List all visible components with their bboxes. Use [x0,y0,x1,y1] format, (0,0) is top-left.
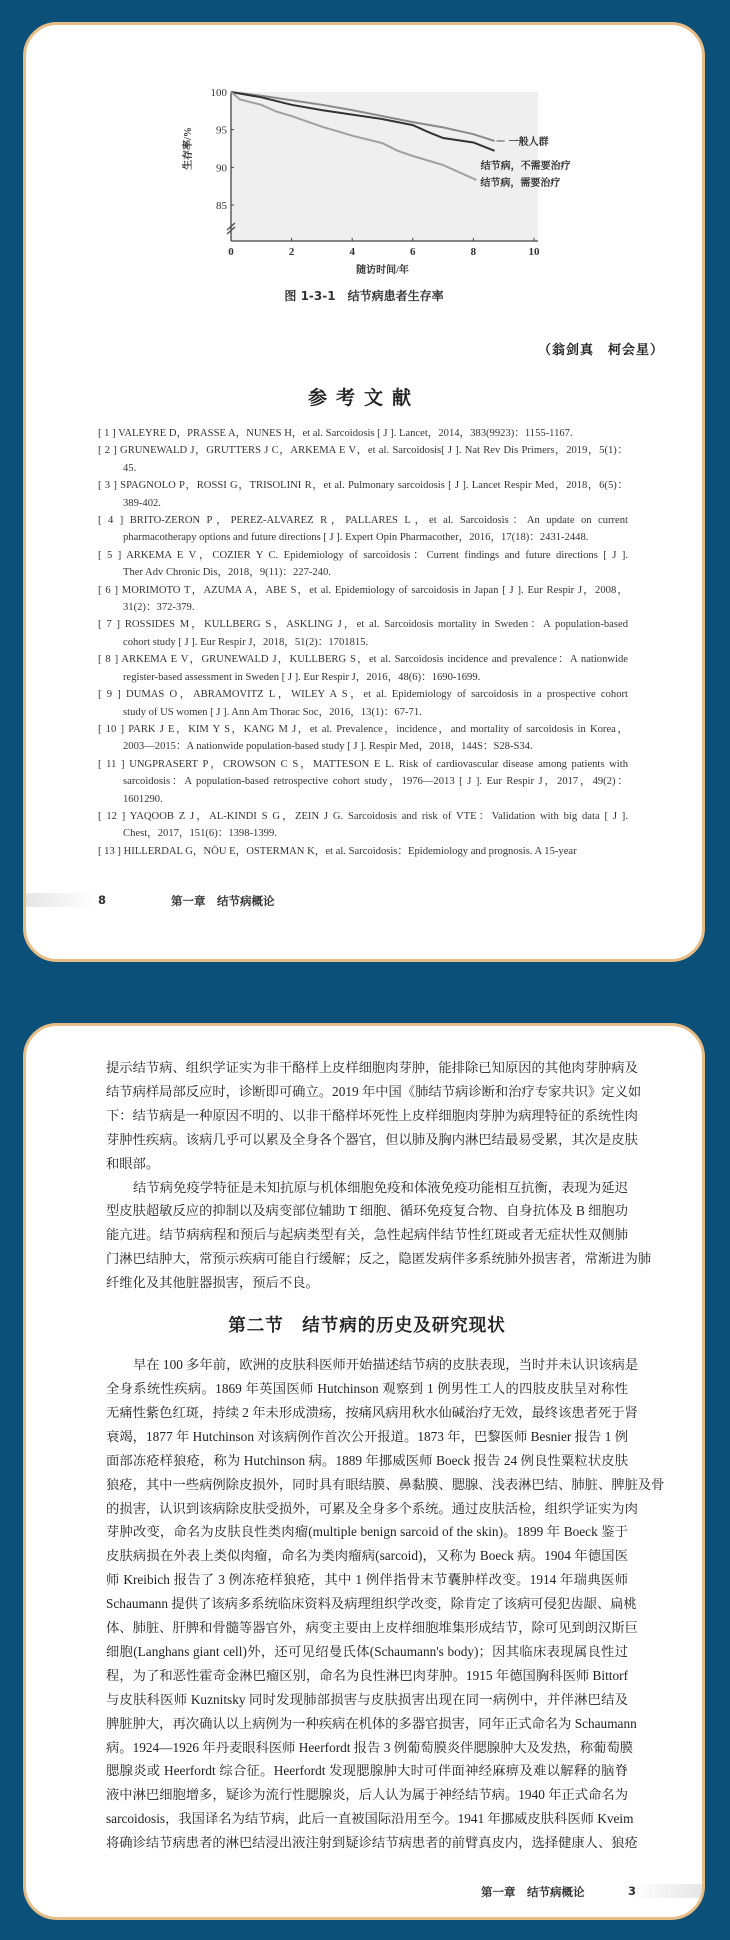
text-line: 芽肿性疾病。该病几乎可以累及全身各个器官，但以肺及胸内淋巴结最易受累，其次是皮肤 [106,1131,638,1147]
reference-line: Ther Adv Chronic Dis，2018，9(11)：227-240. [123,567,331,579]
text-line: 程，为了和恶性霍奇金淋巴瘤区别，命名为良性淋巴肉芽肿。1915 年德国胸科医师 Bittorf [106,1667,628,1683]
y-tick-label: 100 [210,87,227,99]
reference-line: 45. [123,462,137,474]
authors: （翁剑真 柯会星） [537,342,664,357]
page-body [106,1056,665,1855]
reference-line: [ 13 ] HILLERDAL G，NÖU E，OSTERMAN K，et al. Sarcoidosis：Epidemiology and prognosis. A 15-year [98,845,577,857]
reference-line: [ 11 ] UNGPRASERT P，CROWSON C S，MATTESON E L. Risk of cardiovascular disease among patients with [98,758,628,770]
paragraph [106,1176,652,1296]
x-tick-label: 6 [410,246,416,258]
text-line: 门淋巴结肿大，常预示疾病可能自行缓解；反之，隐匿发病伴多系统肺外损害者，常渐进为肺 [106,1251,652,1267]
text-line: 型皮肤超敏反应的抑制以及病变部位辅助 T 细胞、循环免疫复合物、自身抗体及 B 细胞功 [106,1203,629,1219]
reference-line: 389-402. [123,497,161,509]
y-axis-label: 生存率/% [183,127,194,170]
text-line: 体、肺脏、肝脾和骨髓等器官外，病变主要由上皮样细胞堆集形成结节，除可见到朗汉斯巨 [106,1620,638,1636]
reference-item [98,721,628,756]
y-tick-label: 90 [216,162,227,175]
paragraph [106,1353,665,1855]
survival-rate-chart [146,85,586,285]
text-line: sarcoidosis，我国译名为结节病，此后一直被国际沿用至今。1941 年挪威皮肤科医师 Kveim [106,1811,634,1827]
series-label: 一般人群 [508,136,549,148]
book-page-8 [23,22,705,962]
text-line: 早在 100 多年前，欧洲的皮肤科医师开始描述结节病的皮肤表现，当时并未认识该病是 [133,1357,639,1373]
text-line: 提示结节病、组织学证实为非干酪样上皮样细胞肉芽肿，能排除已知原因的其他肉芽肿病及 [106,1060,638,1075]
text-line: 狼疮，其中一些病例除皮损外，同时具有眼结膜、鼻黏膜、腮腺、浅表淋巴结、肺脏、脾脏及骨 [106,1476,665,1492]
reference-line: [ 7 ] ROSSIDES M，KULLBERG S，ASKLING J，et al. Sarcoidosis mortality in Sweden：A population-based [98,619,628,631]
reference-line: 2003—2015：A nationwide population-based study [ J ]. Respir Med，2018，144S：S28-S34. [123,741,533,753]
text-line: 脾脏肿大，再次确认以上病例为一种疾病在机体的多器官损害，同年正式命名为 Schaumann [106,1715,637,1731]
x-tick-label: 0 [228,246,234,258]
reference-line: 1601290. [123,793,163,805]
reference-line: [ 10 ] PARK J E，KIM Y S，KANG M J，et al. Prevalence，incidence，and mortality of sarcoidosis in Korea， [98,723,628,735]
text-line: 无痛性紫色红斑，持续 2 年未形成溃疡，按痛风病用秋水仙碱治疗无效，最终该患者死于肾 [106,1404,638,1420]
reference-line: 31(2)：372-379. [123,602,195,614]
x-axis-label: 随访时间/年 [356,265,409,276]
reference-line: study of US women [ J ]. Ann Am Thorac Soc，2016，13(1)：67-71. [123,706,422,718]
reference-item [98,808,628,843]
text-line: 的损害，认识到该病除皮肤受损外，可累及全身多个系统。通过皮肤活检，组织学证实为肉 [106,1500,638,1516]
text-line: 细胞(Langhans giant cell)外，还可见绍曼氏体(Schaumann's body)；因其临床表现属良性过 [106,1643,628,1659]
page-number: 8 [98,893,107,907]
reference-line: sarcoidosis：A population-based retrospective cohort study，1976—2013 [ J ]. Eur Respir J，2017，49(2)： [123,776,628,788]
reference-item [98,547,628,582]
paragraph [106,1056,642,1176]
x-tick-label: 4 [349,246,355,258]
text-line: 能亢进。结节病病程和预后与起病类型有关，急性起病伴结节性红斑或者无症状性双侧肺 [106,1227,628,1243]
reference-line: Chest，2017，151(6)：1398-1399. [123,828,277,840]
page-number: 3 [628,1884,637,1898]
figure-caption: 图 1-3-1 结节病患者生存率 [284,289,444,303]
reference-line: [ 8 ] ARKEMA E V，GRUNEWALD J，KULLBERG S，et al. Sarcoidosis incidence and prevalence：A nationwide [98,654,628,666]
text-line: Schaumann 提供了该病多系统临床资料及病理组织学改变，除肯定了该病可侵犯齿龈、扁桃 [106,1596,637,1612]
reference-line: [ 2 ] GRUNEWALD J，GRUTTERS J C，ARKEMA E V，et al. Sarcoidosis[ J ]. Nat Rev Dis Primers，2019，5(1)： [98,445,628,457]
text-line: 师 Kreibich 报告了 3 例冻疮样狼疮，其中 1 例伴指骨末节囊肿样改变。1914 年瑞典医师 [106,1572,628,1588]
text-line: 全身系统性疾病。1869 年英国医师 Hutchinson 观察到 1 例男性工人的四肢皮肤呈对称性 [106,1380,628,1396]
reference-item [98,582,628,617]
reference-item [98,477,628,512]
reference-item [98,686,628,721]
x-tick-label: 10 [528,246,540,258]
text-line: 病。1924—1926 年丹麦眼科医师 Heerfordt 报告 3 例葡萄膜炎伴腮腺肿大及发热，称葡萄膜 [106,1739,634,1755]
y-tick-label: 95 [216,124,227,137]
text-line: 结节病样局部反应时，诊断即可确立。2019 年中国《肺结节病诊断和治疗专家共识》定义如 [106,1083,642,1099]
running-footer-chapter: 第一章 结节病概论 [171,894,275,908]
text-line: 腮腺炎或 Heerfordt 综合征。Heerfordt 发现腮腺肿大时可伴面神经麻痹及难以解释的脑脊 [106,1763,628,1779]
series-label: 结节病，需要治疗 [480,178,561,190]
text-line: 芽肿改变，命名为皮肤良性类肉瘤(multiple benign sarcoid of the skin)。1899 年 Boeck 鉴于 [106,1524,628,1540]
y-tick-label: 85 [216,200,227,212]
reference-item [98,843,628,860]
x-tick-label: 2 [288,246,295,258]
reference-line: [ 4 ] BRITO-ZERON P，PEREZ-ALVAREZ R，PALLARES L，et al. Sarcoidosis：An update on current [98,515,628,527]
text-line: 纤维化及其他脏器损害，预后不良。 [106,1275,319,1291]
x-tick-label: 8 [470,246,477,258]
text-line: 与皮肤科医师 Kuznitsky 同时发现肺部损害与皮肤损害出现在同一病例中，并伴淋巴结及 [106,1691,628,1707]
reference-line: pharmacotherapy options and future directions [ J ]. Expert Opin Pharmacother，2016，17(18)：2431-2448. [123,532,589,544]
reference-item [98,442,628,477]
footer-strip [26,893,96,907]
text-line: 下：结节病是一种原因不明的、以非干酪样坏死性上皮样细胞肉芽肿为病理特征的系统性肉 [106,1107,638,1123]
reference-item [98,651,628,686]
reference-item [98,512,628,547]
reference-line: [ 3 ] SPAGNOLO P，ROSSI G，TRISOLINI R，et al. Pulmonary sarcoidosis [ J ]. Lancet Respir Med，2018，6(5)： [98,480,628,492]
reference-list [98,425,628,860]
text-line: 结节病免疫学特征是未知抗原与机体细胞免疫和体液免疫功能相互抗衡，表现为延迟 [133,1179,628,1195]
reference-item [98,425,628,442]
reference-line: register-based assessment in Sweden [ J ]. Eur Respir J，2016，48(6)：1690-1699. [123,671,481,683]
book-page-3 [23,1023,705,1920]
reference-line: [ 6 ] MORIMOTO T，AZUMA A，ABE S，et al. Epidemiology of sarcoidosis in Japan [ J ]. Eur Respir J，2008， [98,584,628,596]
running-footer-chapter: 第一章 结节病概论 [481,1885,585,1899]
section-title: 第二节 结节病的历史及研究现状 [228,1315,506,1336]
reference-line: [ 12 ] YAQOOB Z J，AL-KINDI S G，ZEIN J G. Sarcoidosis and risk of VTE：Validation with big data [ J ]. [98,810,628,822]
reference-line: [ 1 ] VALEYRE D，PRASSE A，NUNES H，et al. Sarcoidosis [ J ]. Lancet，2014，383(9923)：1155-1167. [98,428,573,439]
text-line: 将确诊结节病患者的淋巴结浸出液注射到疑诊结节病患者的前臂真皮内，选择健康人、狼疮 [106,1835,638,1851]
reference-item [98,756,628,808]
reference-line: [ 5 ] ARKEMA E V，COZIER Y C. Epidemiology of sarcoidosis：Current findings and future directions [ J ]. [98,549,628,561]
footer-strip [632,1884,702,1898]
text-line: 面部冻疮样狼疮，称为 Hutchinson 病。1889 年挪威医师 Boeck 报告 24 例良性粟粒状皮肤 [106,1452,628,1468]
reference-item [98,616,628,651]
series-label: 结节病，不需要治疗 [480,160,571,172]
references-title: 参考文献 [307,388,420,409]
reference-line: [ 9 ] DUMAS O，ABRAMOVITZ L，WILEY A S，et al. Epidemiology of sarcoidosis in a prospective cohort [98,689,628,701]
reference-line: cohort study [ J ]. Eur Respir J，2018，51(2)：1701815. [123,636,369,648]
text-line: 衰竭，1877 年 Hutchinson 对该病例作首次公开报道。1873 年，巴黎医师 Besnier 报告 1 例 [106,1428,628,1444]
text-line: 液中淋巴细胞增多，疑诊为流行性腮腺炎，后人认为属于神经结节病。1940 年正式命名为 [106,1787,628,1803]
text-line: 皮肤病损在外表上类似肉瘤，命名为类肉瘤病(sarcoid)，又称为 Boeck 病。1904 年德国医 [106,1548,628,1564]
text-line: 和眼部。 [106,1155,160,1171]
